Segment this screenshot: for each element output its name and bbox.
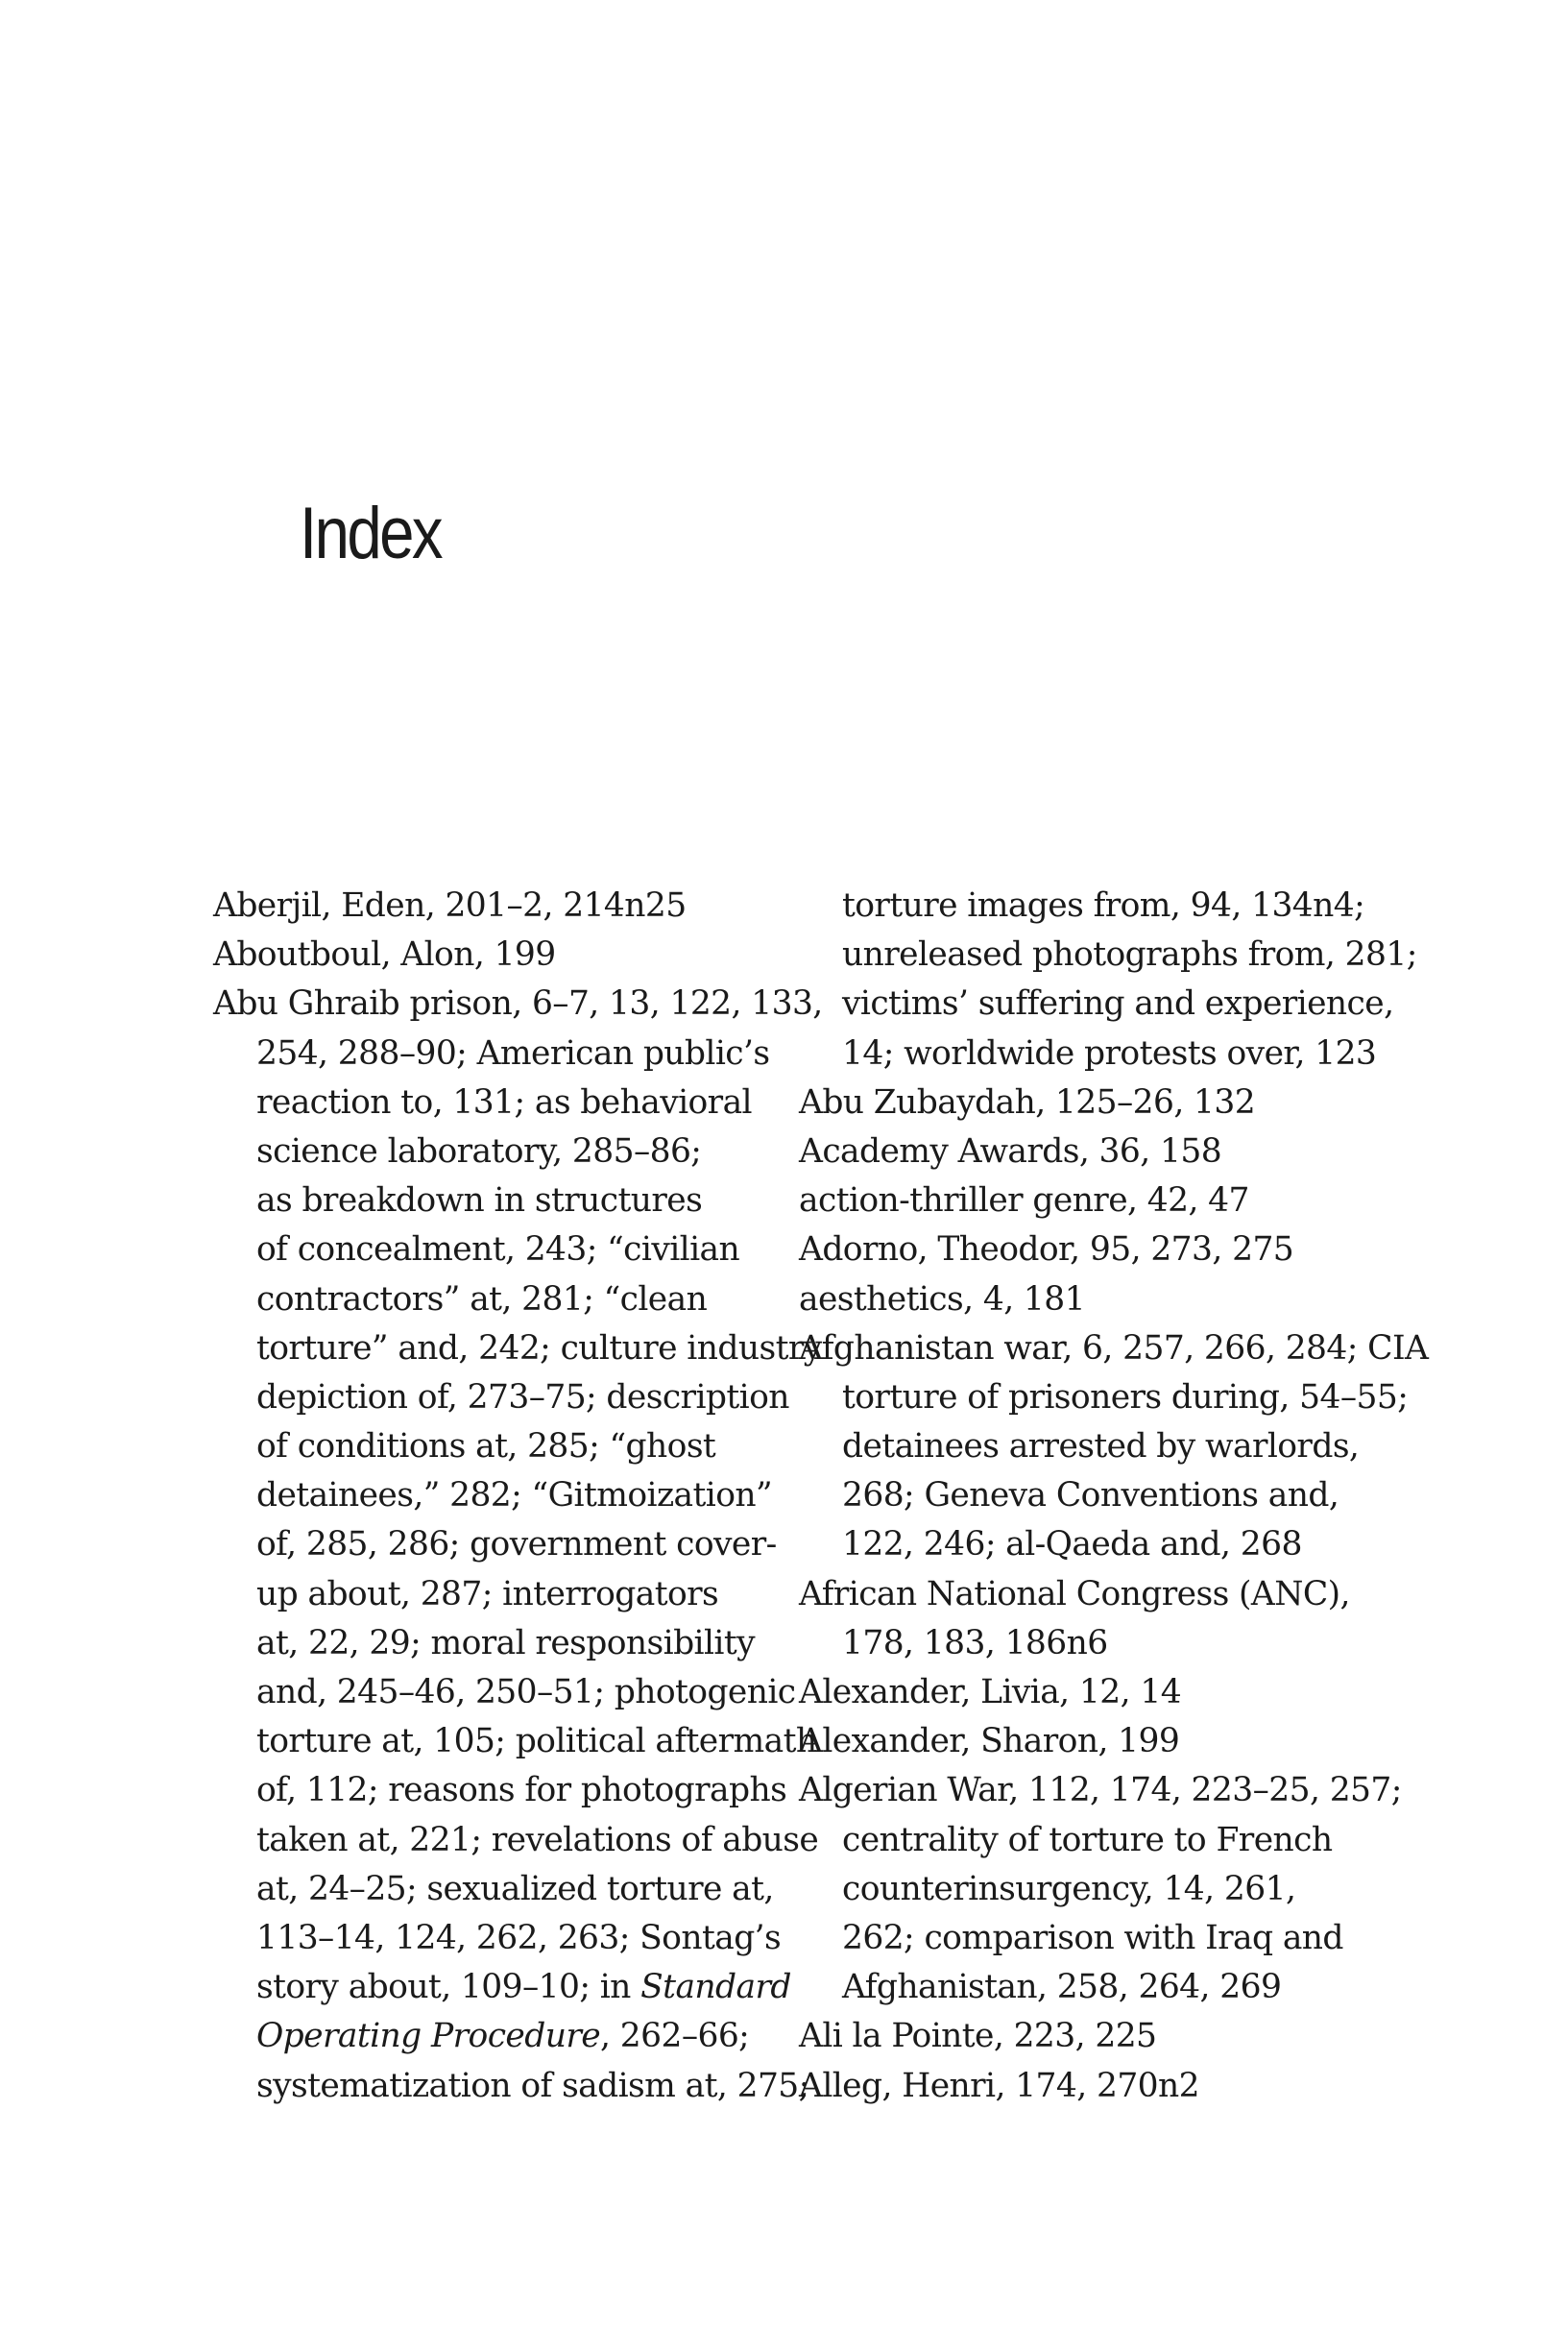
index-subentry-line [799,882,1394,931]
index-text: reaction to, 131; as behavioral [256,1082,752,1122]
index-subentry-line [213,1079,799,1128]
index-text: torture images from, 94, 134n4; [842,886,1365,925]
index-subentry-line [213,1520,799,1569]
index-text: , 262–66; [600,2017,750,2056]
index-subentry-line [213,2062,809,2111]
index-subentry-line [799,1865,1394,1914]
index-column-right [799,882,1429,2111]
index-entry-line [799,1570,1394,1619]
index-text: contractors” at, 281; “clean [256,1279,708,1319]
index-text: and, 245–46, 250–51; photogenic [256,1673,796,1711]
index-entry-line [799,1324,1429,1373]
index-entry-line [799,1668,1394,1717]
index-text: Aboutboul, Alon, 199 [213,935,556,975]
index-text: 254, 288–90; American public’s [256,1033,770,1073]
index-text: as breakdown in structures [256,1181,703,1221]
index-text: at, 22, 29; moral responsibility [256,1623,756,1662]
index-subentry-line [213,1030,799,1079]
index-text: of, 112; reasons for photographs [256,1771,787,1810]
index-entry-line [799,2012,1394,2061]
index-subentry-line [799,931,1417,980]
index-subentry-line [213,1373,799,1422]
index-text: Alexander, Sharon, 199 [799,1722,1180,1761]
index-text: 122, 246; al-Qaeda and, 268 [842,1525,1302,1564]
index-subentry-line [213,1914,799,1963]
index-entry-line [799,1766,1402,1815]
index-text: taken at, 221; revelations of abuse [256,1820,819,1859]
index-subentry-line [799,1619,1394,1668]
index-text: Afghanistan war, 6, 257, 266, 284; CIA [799,1328,1429,1368]
index-text: Alexander, Livia, 12, 14 [799,1673,1182,1711]
index-text: 262; comparison with Iraq and [842,1918,1343,1957]
index-subentry-line [799,1030,1394,1079]
index-text: centrality of torture to French [842,1820,1333,1859]
index-text: African National Congress (ANC), [799,1574,1350,1613]
index-subentry-line [799,980,1394,1029]
index-subentry-line [213,1225,799,1274]
index-subentry-line [213,1963,799,2012]
index-text: depiction of, 273–75; description [256,1377,789,1417]
index-text: science laboratory, 285–86; [256,1131,702,1171]
index-text: systematization of sadism at, 275; [256,2066,809,2105]
index-subentry-line [799,1963,1394,2012]
index-subentry-line [799,1816,1394,1865]
index-entry-line [213,882,799,931]
index-entry-line [213,980,823,1029]
index-text: detainees,” 282; “Gitmoization” [256,1476,773,1515]
index-text: up about, 287; interrogators [256,1574,719,1613]
index-subentry-line [213,1471,799,1520]
index-subentry-line [213,1816,819,1865]
index-text: counterinsurgency, 14, 261, [842,1869,1296,1908]
index-subentry-line [213,1275,799,1324]
index-text: aesthetics, 4, 181 [799,1279,1085,1319]
index-entry-line [799,1225,1394,1274]
index-subentry-line [799,1914,1394,1963]
index-subentry-line [213,1668,799,1717]
index-entry-line [799,1128,1394,1176]
index-subentry-line [213,2012,799,2061]
index-subentry-line [799,1373,1409,1422]
index-subentry-line [213,1422,799,1471]
index-text: story about, 109–10; in [256,1968,641,2007]
index-text: Ali la Pointe, 223, 225 [799,2017,1157,2056]
index-entry-line [799,2062,1394,2111]
index-entry-line [799,1717,1394,1766]
index-text: Alleg, Henri, 174, 270n2 [799,2066,1200,2105]
index-column-left [213,882,823,2111]
index-text: of conditions at, 285; “ghost [256,1427,716,1467]
index-subentry-line [799,1471,1394,1520]
index-text: detainees arrested by warlords, [842,1427,1360,1467]
index-subentry-line [213,1619,799,1668]
index-text: Aberjil, Eden, 201–2, 214n25 [213,886,687,925]
index-text: Abu Zubaydah, 125–26, 132 [799,1082,1256,1122]
index-entry-line [799,1079,1394,1128]
italic-title: Operating Procedure [256,2017,601,2056]
index-text: of, 285, 286; government cover- [256,1525,777,1564]
index-text: at, 24–25; sexualized torture at, [256,1869,774,1908]
index-subentry-line [799,1422,1394,1471]
index-text: Afghanistan, 258, 264, 269 [842,1968,1282,2007]
index-text: Academy Awards, 36, 158 [799,1131,1222,1171]
index-subentry-line [213,1570,799,1619]
index-subentry-line [213,1717,817,1766]
index-subentry-line [213,1324,822,1373]
page-title: Index [300,493,441,574]
index-text: 14; worldwide protests over, 123 [842,1033,1377,1073]
index-subentry-line [213,1128,799,1176]
index-text: 113–14, 124, 262, 263; Sontag’s [256,1918,782,1957]
index-text: 268; Geneva Conventions and, [842,1476,1339,1515]
index-text: torture of prisoners during, 54–55; [842,1377,1409,1417]
index-text: victims’ suffering and experience, [842,984,1394,1024]
index-subentry-line [213,1865,799,1914]
index-text: torture at, 105; political aftermath [256,1722,817,1761]
index-text: Adorno, Theodor, 95, 273, 275 [799,1230,1294,1270]
index-entry-line [799,1275,1394,1324]
index-text: action-thriller genre, 42, 47 [799,1181,1249,1221]
index-subentry-line [799,1520,1394,1569]
index-subentry-line [213,1176,799,1225]
index-text: 178, 183, 186n6 [842,1623,1108,1662]
index-subentry-line [213,1766,799,1815]
italic-title: Standard [640,1968,791,2007]
index-entry-line [213,931,799,980]
index-text: Abu Ghraib prison, 6–7, 13, 122, 133, [213,984,823,1024]
index-text: unreleased photographs from, 281; [842,935,1417,975]
index-text: torture” and, 242; culture industry [256,1328,822,1368]
index-entry-line [799,1176,1394,1225]
index-text: of concealment, 243; “civilian [256,1230,740,1270]
index-text: Algerian War, 112, 174, 223–25, 257; [799,1771,1402,1810]
